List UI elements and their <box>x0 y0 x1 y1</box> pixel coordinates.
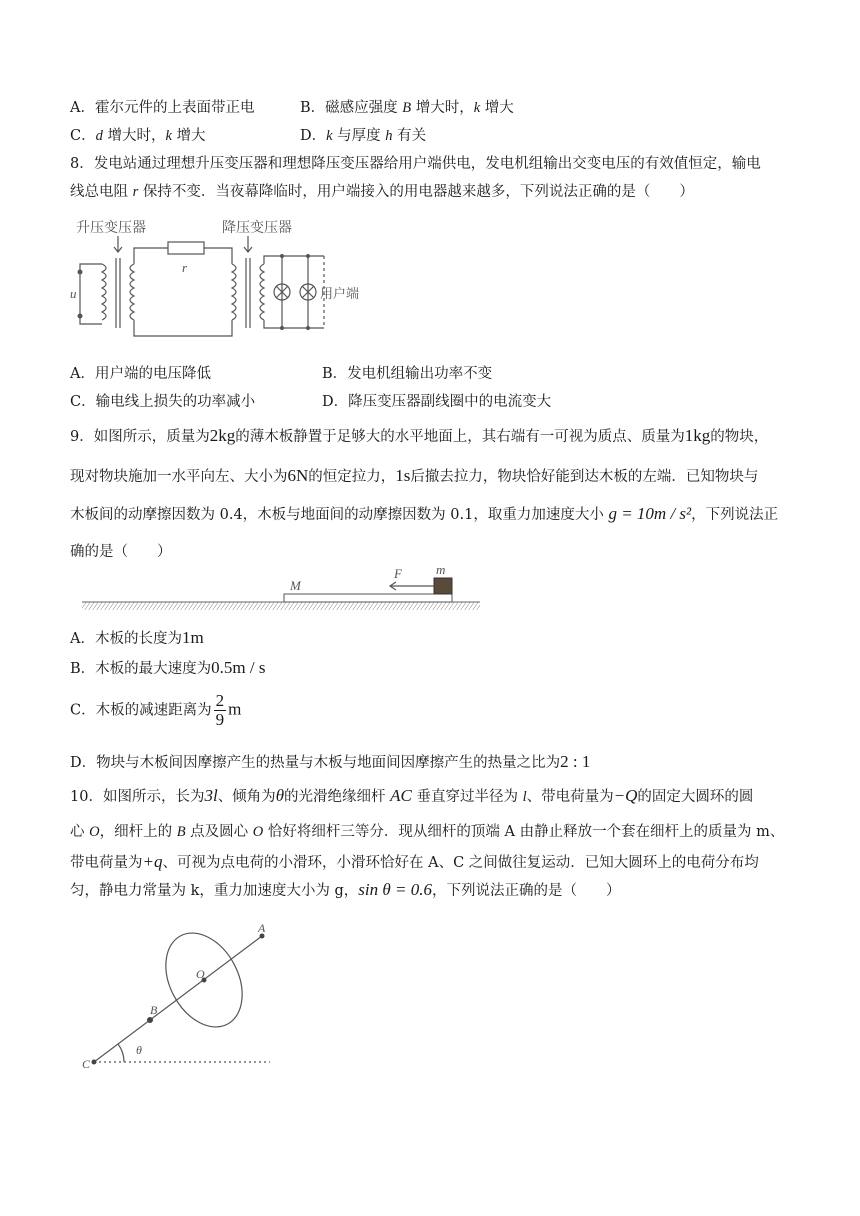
step-up-label: 升压变压器 <box>76 221 146 236</box>
board-label: M <box>290 578 301 593</box>
q7-option-d: D．k 与厚度 h 有关 <box>300 128 427 144</box>
block-label: m <box>436 562 446 577</box>
theta-label: θ <box>136 1043 142 1057</box>
user-label: 用户端 <box>320 286 360 301</box>
q8-stem-line1: 8．发电站通过理想升压变压器和理想降压变压器给用户端供电，发电机组输出交变电压的有效值恒定，输电 <box>70 156 761 172</box>
q10-stem-line4: 匀，静电力常量为 k，重力加速度大小为 g，sin θ = 0.6，下列说法正确的是（ ） <box>70 880 621 899</box>
q10-rod-ring-figure <box>80 920 280 1076</box>
q7-option-b: B．磁感应强度 B 增大时，k 增大 <box>300 100 514 116</box>
resistor-label: r <box>182 260 188 275</box>
q8-option-b: B．发电机组输出功率不变 <box>322 366 493 382</box>
q8-option-d: D．降压变压器副线圈中的电流变大 <box>322 394 552 410</box>
q8-stem-line2: 线总电阻 r 保持不变．当夜幕降临时，用户端接入的用电器越来越多，下列说法正确的是（ ） <box>70 184 694 200</box>
source-label: u <box>70 286 77 301</box>
q10-stem-line3: 带电荷量为+q、可视为点电荷的小滑环，小滑环恰好在 A、C 之间做往复运动．已知大圆环上的电荷分布均 <box>70 852 759 871</box>
q9-stem-line4: 确的是（ ） <box>70 544 172 560</box>
q8-option-c: C．输电线上损失的功率减小 <box>70 394 256 410</box>
point-c-label: C <box>82 1057 91 1071</box>
fraction: $\frac{2}{9}$ <box>215 691 225 729</box>
q9-option-b: B．木板的最大速度为0.5m / s <box>70 658 266 677</box>
q9-option-d: D．物块与木板间因摩擦产生的热量与木板与地面间因摩擦产生的热量之比为2 : 1 <box>70 752 591 771</box>
q9-stem-line3: 木板间的动摩擦因数为 0.4，木板与地面间的动摩擦因数为 0.1，取重力加速度大小 g = 10m / s²，下列说法正 <box>70 504 779 523</box>
step-down-label: 降压变压器 <box>222 221 292 236</box>
q9-stem-line1: 9．如图所示，质量为2kg的薄木板静置于足够大的水平地面上，其右端有一可视为质点、质量为1kg的物块， <box>70 426 769 445</box>
q9-stem-line2: 现对物块施加一水平向左、大小为6N的恒定拉力，1s后撤去拉力，物块恰好能到达木板的左端．已知物块与 <box>70 466 759 485</box>
q9-option-c: C．木板的减速距离为 $\frac{2}{9}$ m <box>70 691 242 729</box>
q8-option-a: A．用户端的电压降低 <box>70 366 211 382</box>
q9-option-a: A．木板的长度为1m <box>70 628 204 647</box>
q7-option-a: A．霍尔元件的上表面带正电 <box>70 100 255 116</box>
q10-stem-line1: 10．如图所示，长为3l、倾角为θ的光滑绝缘细杆 AC 垂直穿过半径为 l、带电荷量为−Q的固定大圆环的圆 <box>70 786 754 805</box>
q10-stem-line2: 心 O，细杆上的 B 点及圆心 O 恰好将细杆三等分．现从细杆的顶端 A 由静止释放一个套在细杆上的质量为 m、 <box>70 824 785 840</box>
point-o-label: O <box>196 967 205 981</box>
point-b-label: B <box>150 1003 158 1017</box>
point-a-label: A <box>258 921 266 935</box>
q7-option-c: C．d 增大时，k 增大 <box>70 128 206 144</box>
q8-circuit-figure <box>70 216 360 340</box>
force-label: F <box>394 566 402 581</box>
q9-board-figure <box>82 562 482 616</box>
